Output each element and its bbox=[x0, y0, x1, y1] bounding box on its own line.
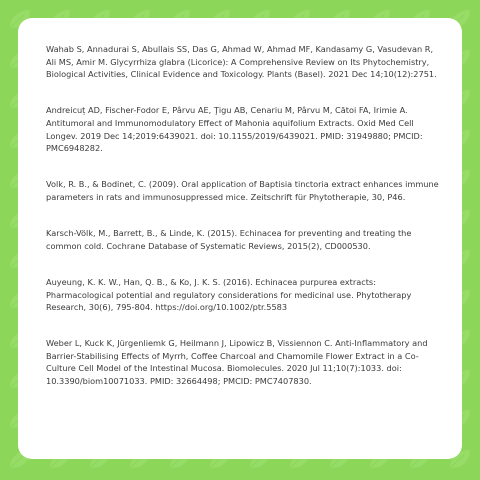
reference-item: Weber L, Kuck K, Jürgenliemk G, Heilmann J, Lipowicz B, Vissiennon C. Anti-Inflammatory and Barrier-Stabilising Effects of Myrrh, Coffee Charcoal and Chamomile Flower Extract in a Co-Culture Cell Model of the Intestinal Mucosa. Biomolecules. 2020 Jul 11;10(7):1033. doi: 10.3390/biom10071033. PMID: 32664498; PMCID: PMC7407830. bbox=[46, 338, 428, 387]
reference-item: Andreicuț AD, Fischer-Fodor E, Pârvu AE, Ţigu AB, Cenariu M, Pârvu M, Cătoi FA, Irimie A. Antitumoral and Immunomodulatory Effect of Mahonia aquifolium Extracts. Oxid Med Cell Longev. 2019 Dec 14;2019:6439021. doi: 10.1155/2019/6439021. PMID: 31949880; PMCID: PMC6948282. bbox=[46, 105, 423, 154]
reference-item: Auyeung, K. K. W., Han, Q. B., & Ko, J. K. S. (2016). Echinacea purpurea extracts: Pharmacological potential and regulatory considerations for medicinal use. Phytotherapy Research, 30(6), 795-804. https://doi.org/10.1002/ptr.5583 bbox=[46, 276, 412, 313]
reference-item: Volk, R. B., & Bodinet, C. (2009). Oral application of Baptisia tinctoria extract enhances immune parameters in rats and immunosuppressed mice. Zeitschrift für Phytotherapie, 30, P46. bbox=[46, 179, 439, 202]
reference-item: Wahab S, Annadurai S, Abullais SS, Das G, Ahmad W, Ahmad MF, Kandasamy G, Vasudevan R, Ali MS, Amir M. Glycyrrhiza glabra (Licorice): A Comprehensive Review on Its Phytochemistry, Biological Activities, Clinical Evidence and Toxicology. Plants (Basel). 2021 Dec 14;10(12):2751. bbox=[46, 44, 437, 80]
reference-item: Karsch-Völk, M., Barrett, B., & Linde, K. (2015). Echinacea for preventing and treating the common cold. Cochrane Database of Systematic Reviews, 2015(2), CD000530. bbox=[46, 228, 412, 251]
reference-list bbox=[46, 43, 442, 411]
references-card bbox=[18, 18, 462, 459]
